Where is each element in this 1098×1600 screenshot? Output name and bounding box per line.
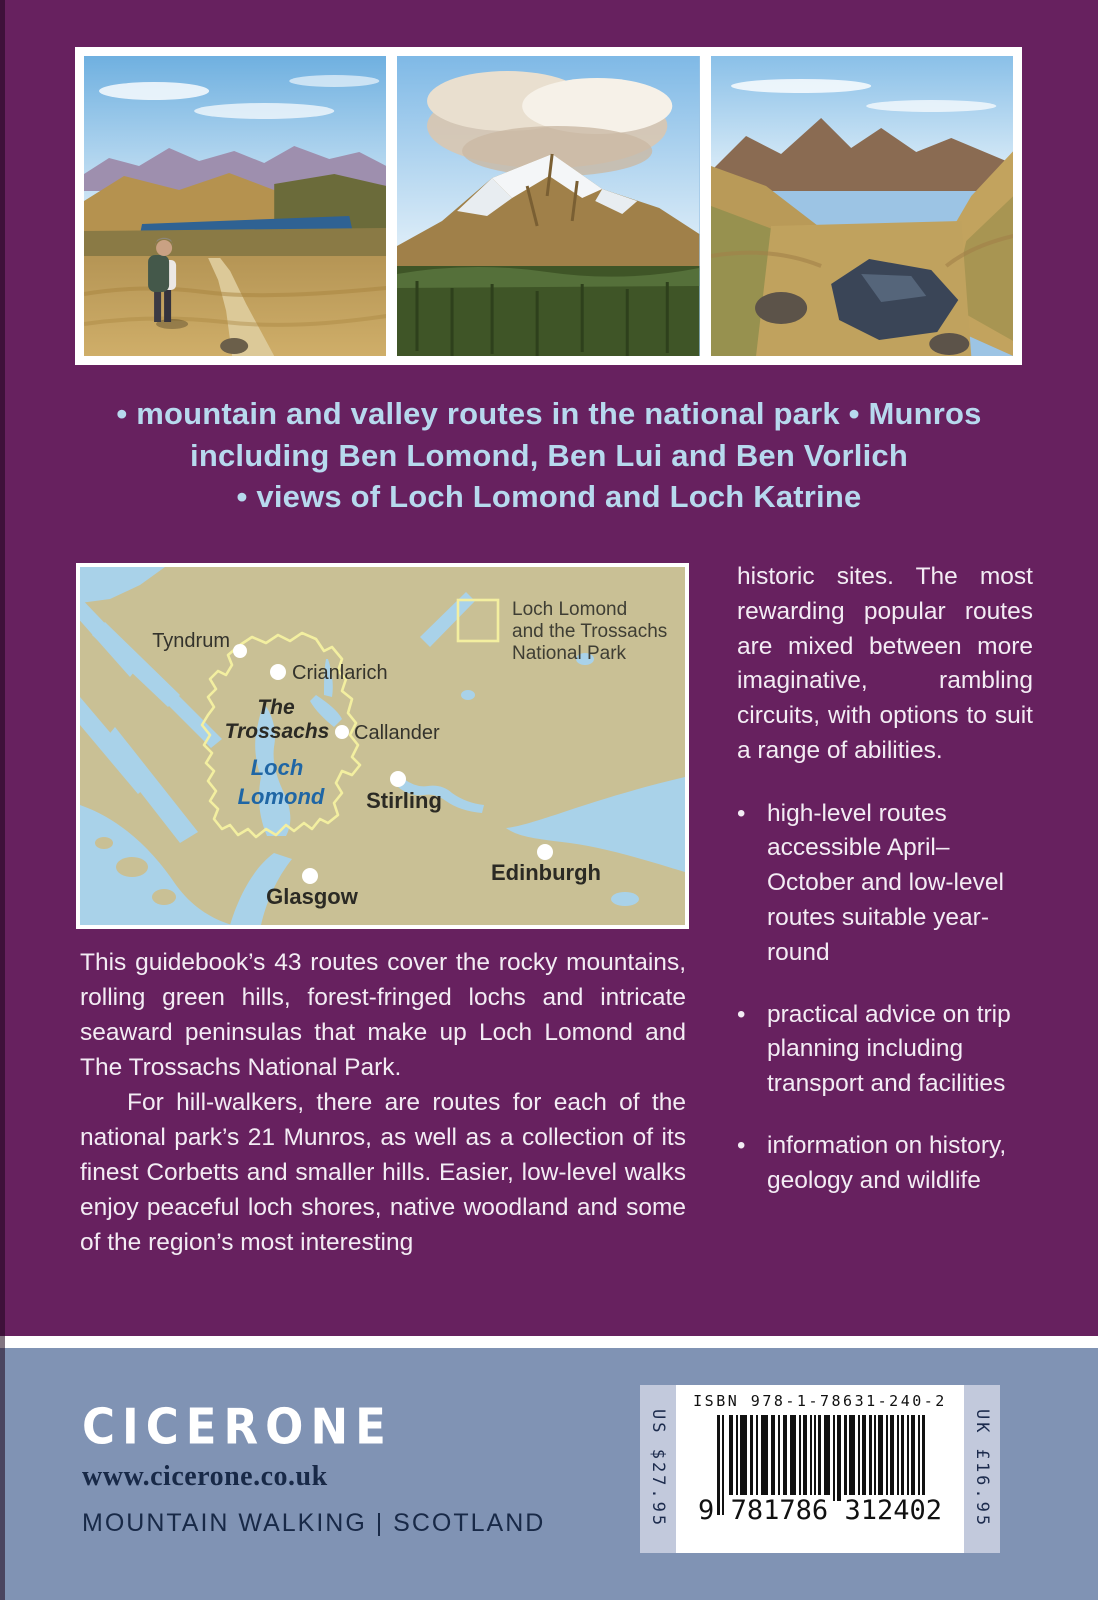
sidebar-lead: historic sites. The most rewarding popular routes are mixed between more imaginative, rambling circuits, with options to suit a range of abilities. (737, 563, 1033, 764)
blurb-para-2: For hill-walkers, there are routes for each of the national park’s 21 Munros, as well as a collection of its finest Corbetts and smaller hills. Easier, low-level walks enjoy peaceful loch shores, native woodland and some of the region’s most interesting (80, 1089, 686, 1257)
photo-snow-peak-art (397, 56, 699, 356)
photo-strip (75, 47, 1022, 365)
barcode-digit-group: 781786 (730, 1495, 829, 1526)
feature-text: high-level routes accessible April–October and low-level routes suitable year-round (767, 799, 1004, 966)
feature-text: information on history, geology and wildlife (767, 1131, 1007, 1194)
barcode-digit-group: 312402 (844, 1495, 942, 1526)
legend-line-1: Loch Lomond (512, 599, 628, 620)
cicerone-logo: CICERONE (82, 1398, 393, 1456)
feature-item (737, 797, 1033, 971)
label-edinburgh: Edinburgh (491, 860, 601, 885)
photo-snow-peak (397, 56, 699, 356)
dot-callander (335, 725, 349, 739)
label-loch-lomond-1: Loch (250, 755, 304, 780)
label-trossachs-2: Trossachs (224, 720, 330, 743)
label-loch-lomond-2: Lomond (237, 784, 325, 809)
label-glasgow: Glasgow (266, 884, 358, 909)
price-us: US $27.95 (640, 1385, 676, 1553)
divider-stripe (0, 1336, 1098, 1348)
legend-line-3: National Park (512, 643, 627, 664)
series-label: MOUNTAIN WALKING | SCOTLAND (82, 1509, 546, 1537)
photo-hiker-loch (84, 56, 386, 356)
photo-lochan-valley-art (711, 56, 1013, 356)
photo-lochan-valley (711, 56, 1013, 356)
bullet-icon: • (737, 1000, 746, 1028)
dot-glasgow (302, 868, 318, 884)
label-stirling: Stirling (366, 788, 442, 813)
label-callander: Callander (354, 722, 440, 744)
bullet-icon: • (737, 799, 746, 827)
photo-hiker-loch-art (84, 56, 386, 356)
legend-line-2: and the Trossachs (512, 621, 668, 642)
headline-line-3: • views of Loch Lomond and Loch Katrine (236, 479, 862, 515)
bullet-icon: • (737, 1131, 746, 1159)
dot-crianlarich (270, 664, 286, 680)
barcode-panel (676, 1385, 964, 1553)
blurb-para-1: This guidebook’s 43 routes cover the rocky mountains, rolling green hills, forest-fringed lochs and intricate seaward peninsulas that make up Loch Lomond and The Trossachs National Park. (80, 949, 686, 1082)
publisher-url: www.cicerone.co.uk (82, 1461, 328, 1492)
feature-item (737, 1129, 1033, 1199)
feature-list (737, 797, 1033, 1199)
label-tyndrum: Tyndrum (152, 630, 230, 652)
locator-map-art (80, 567, 685, 925)
locator-map (76, 563, 689, 929)
publisher-brand (82, 1398, 545, 1538)
blurb (80, 945, 686, 1260)
cover-headline (30, 393, 1068, 518)
headline-line-2: including Ben Lomond, Ben Lui and Ben Vorlich (190, 437, 908, 473)
price-uk: UK £16.95 (964, 1385, 1000, 1553)
barcode-digit-group: 9 (698, 1495, 715, 1526)
headline-line-1: • mountain and valley routes in the national park • Munros (116, 396, 982, 431)
label-trossachs-1: The (257, 696, 295, 719)
dot-tyndrum (233, 644, 247, 658)
isbn-label: ISBN 978-1-78631-240-2 (693, 1392, 947, 1410)
sidebar-column (737, 560, 1033, 1226)
dot-edinburgh (537, 844, 553, 860)
feature-text: practical advice on trip planning including transport and facilities (767, 1000, 1011, 1098)
barcode-number (696, 1495, 944, 1526)
feature-item (737, 998, 1033, 1102)
dot-stirling (390, 771, 406, 787)
barcode-block (640, 1385, 1000, 1553)
footer-band (0, 1348, 1098, 1600)
label-crianlarich: Crianlarich (292, 662, 388, 684)
